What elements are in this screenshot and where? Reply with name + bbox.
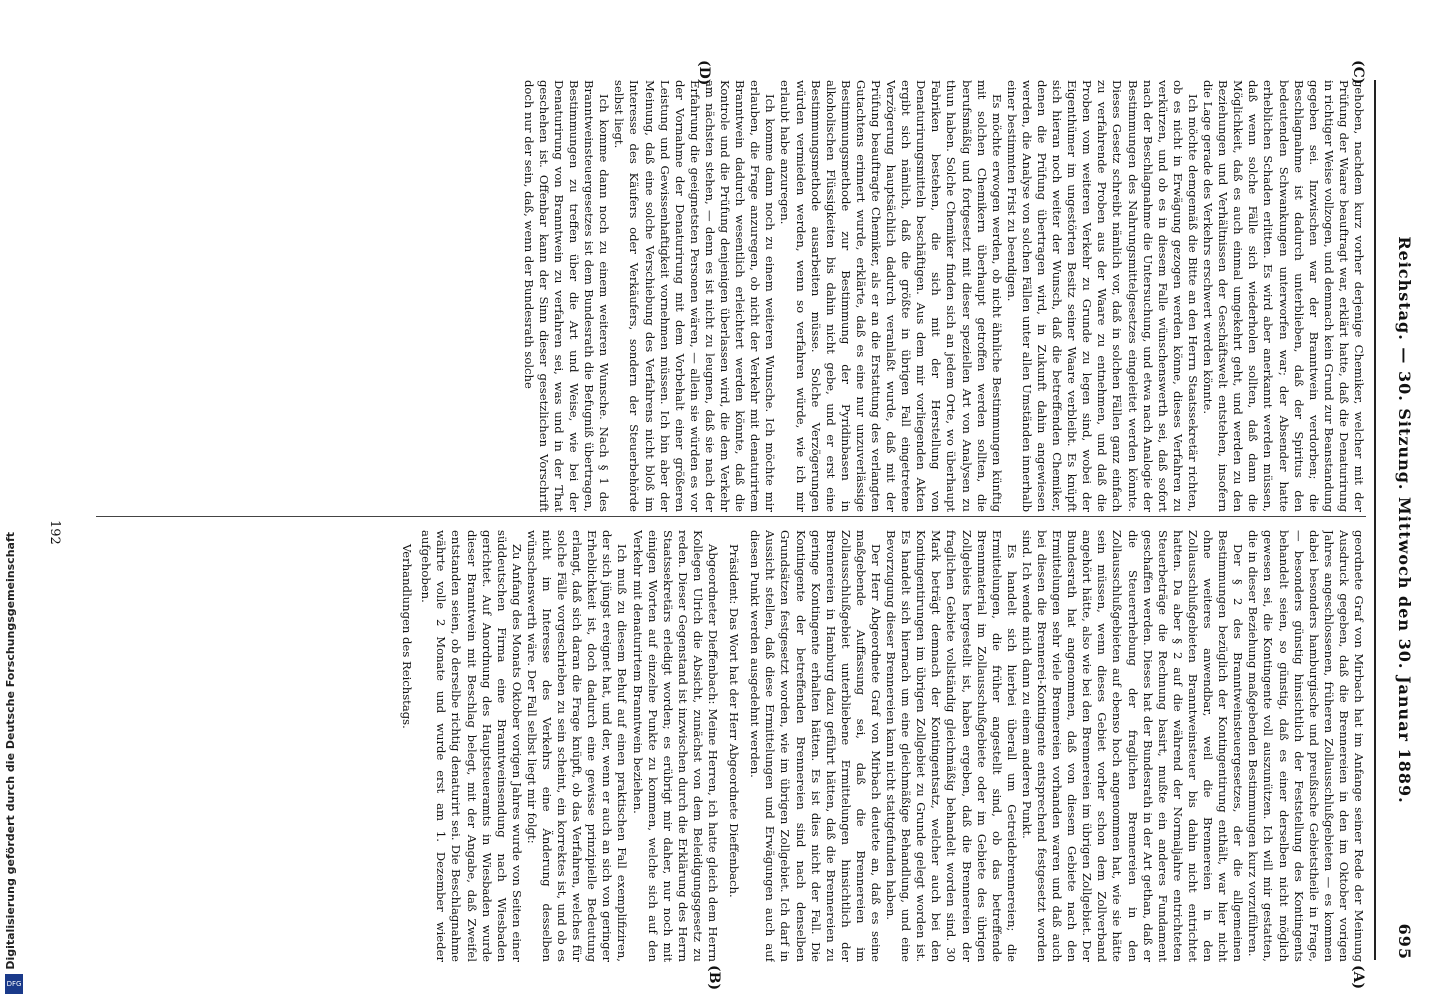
margin-marker-d: (D) <box>696 60 712 86</box>
column-separator <box>96 516 1366 517</box>
paragraph: Ich muß zu diesem Behuf auf einen praktischen Fall exemplifiziren, der sich jüngst ereignet hat, und der, wenn er auch an sich von geringer Erheblichkeit ist, doch dadurch eine gewisse prinzipielle Bedeutung erlangt, daß sich daran die Frage knüpft, ob das Verfahren, welches für solche Fälle vorgeschrieben zu sein scheint, ein korrektes ist, und ob es nicht im Interesse des Verkehrs eine Änderung desselben wünschenswerth wäre. Der Fall selbst liegt mir folgt: <box>524 530 630 962</box>
paragraph: Der § 2 des Branntweinsteuergesetzes, der die allgemeinen Bestimmungen bezüglich der Kontingentirung enthält, war hier nicht ohne weiteres anwendbar, weil die Brennereien in den Zollausschlußgebieten Branntweinsteuer bis dahin nicht entrichtet hatten. Da aber § 2 auf die während der Normaljahre entrichteten Steuerbeträge die Rechnung basirt, mußte ein anderes Fundament geschaffen werden. Dieses hat der Bundesrath in der Art gethan, daß er die Steuererhebung der fraglichen Brennereien in den Zollausschlußgebieten auf ebenso hoch angenommen hat, wie sie hätte sein müssen, wenn dieses Gebiet vorher schon dem Zollverband angehört hätte, also wie bei den Brennereien im übrigen Zollgebiet. Der Bundesrath hat angenommen, daß von diesem Gebiete nach den Ermittelungen sehr viele Brennereien vorhanden waren und daß auch bei diesen die Brennerei-Kontingente entsprechend festgesetzt worden sind. Ich wende mich dann zu einem anderen Punkt. <box>1019 530 1246 962</box>
running-title: Reichstag. — 30. Sitzung. Mittwoch den 30. Januar 1889. <box>1395 236 1414 804</box>
dfg-logo-icon: DFG <box>5 974 23 994</box>
right-text-column <box>96 80 1366 512</box>
page-header <box>1384 80 1414 960</box>
speaker-paragraph: Präsident: Das Wort hat der Herr Abgeordnete Dieffenbach. <box>727 544 742 898</box>
paragraph: Es möchte erwogen werden, ob nicht ähnliche Bestimmungen künftig mit solchen Chemikern überhaupt getroffen werden sollten, die berufsmäßig und fortgesetzt mit dieser speziellen Art von Analysen zu thun haben. Solche Chemiker finden sich an jedem Orte, wo überhaupt Fabriken bestehen, die sich mit der Herstellung von Denaturirungsmitteln beschäftigen. Aus dem mir vorliegenden Akten ergibt sich nämlich, daß die größte in übrigen Fall eingetretene Verzögerung hauptsächlich dadurch veranlaßt wurde, daß mit der Prüfung beauftragte Chemiker, als er an die Erstattung des verlangten Gutachtens erinnert wurde, erklärte, daß es eine nur unzuverlässige Bestimmungsmethode zur Bestimmung der Pyridinbasen in alkoholischen Flüssigkeiten bis dahin nicht gebe, und er erst eine Bestimmungsmethode ausarbeiten müsse. Solche Verzögerungen würden vermieden werden, wenn so verfahren würde, wie ich mir erlaubt habe anzuregen. <box>778 80 1004 512</box>
digitization-sidebar <box>0 0 28 1000</box>
margin-marker-b: (B) <box>706 965 722 991</box>
paragraph: geordnete Graf von Mirbach hat im Anfange seiner Rede der Meinung Ausdruck gegeben, daß die Brennereien in den im Oktober vorigen Jahres angeschlossenen, früheren Zollausschlußgebieten — es kommen dabei besonders hamburgische und preußische Gebietstheile in Frage, — besonders günstig hinsichtlich der Feststellung des Kontingents behandelt seien, so günstig, daß es einer derselben nicht möglich gewesen sei, die Kontingente voll auszunützen. Ich will mir gestatten, die in dieser Beziehung maßgebenden Bestimmungen kurz vorzuführen. <box>1246 530 1366 962</box>
header-rule <box>1374 80 1376 960</box>
paragraph: Ich komme dann noch zu einem weiteren Wunsche. Ich möchte mir erlauben, die Frage anzuregen, ob nicht der Verkehr mit denaturirtem Branntwein dadurch wesentlich erleichtert werden könnte, daß die Kontrole und die Prüfung denjenigen überlassen wird, die dem Verkehr am nächsten stehen, — denn es ist nicht zu leugnen, daß sie nach der Erfahrung die geeignetsten Personen wären, — allein sie würden es vor der Vornahme der Denaturirung mit dem Vorbehalt einer größeren Leistung und Gewissenhaftigkeit vornehmen müssen. Ich bin aber der Meinung, daß eine solche Verschiebung des Verfahrens nicht bloß im Interesse des Käufers oder Verkäufers, sondern der Steuerbehörde selbst liegt. <box>612 80 778 512</box>
paragraph: Es handelt sich hierbei überall um Getreidebrennereien; die Ermittelungen, die früher angestellt sind, ob das betreffende Brennmaterial im Zollausschußgebiete oder im Gebiete des übrigen Zollgebiets hergestellt ist, haben ergeben, daß die Brennereien der fraglichen Gebiete vollständig gleichmäßig behandelt worden sind. 30 Mark beträgt demnach der Kontingentsatz, welcher auch bei den Kontingentirungen im übrigen Zollgebiet zu Grunde gelegt worden ist. Es handelt sich hiernach um eine gleichmäßige Behandlung, und eine Bevorzugung dieser Brennereien kann nicht stattgefunden haben. <box>884 530 1019 962</box>
speaker-paragraph: Abgeordneter Dieffenbach: Meine Herren, ich hatte gleich dem Herrn Kollegen Ulrich die Absicht, zunächst von dem Beleidigungsgesetz zu reden. Dieser Gegenstand ist inzwischen durch die Erklärung des Herrn Staatssekretärs erledigt worden; es erübrigt mir daher, nur noch mit einigen Worten auf einzelne Punkte zu kommen, welche sich auf den Verkehr mit denaturirtem Branntwein beziehen. <box>630 530 721 962</box>
page-number: 695 <box>1395 923 1414 960</box>
paragraph: gehoben, nachdem kurz vorher derjenige Chemiker, welcher mit der Prüfung der Waare beauftragt war, erklärt hatte, daß die Denaturirung in richtiger Weise vollzogen, und demnach kein Grund zur Beanstandung gegeben sei. Inzwischen war der Branntwein verdorben; die Beschlagnahme ist dadurch unterblieben, daß der Spiritus den bedeutenden Schwankungen unterworfen war; der Absender hatte erheblichen Schaden erlitten. Es wird aber anerkannt werden müssen, daß wenn solche Fälle sich wiederholen sollten, daß dann die Möglichkeit, daß es auch einmal umgekehrt geht, und werden zu den Beziehungen und Verhältnissen der Geschäftswelt entstehen, insofern die Lage gerade des Verkehrs erschwert werden könnte. <box>1201 80 1366 512</box>
paragraph: Ich möchte demgemäß die Bitte an den Herrn Staatssekretär richten, ob es nicht in Erwägung gezogen werden könne, dieses Verfahren zu verkürzen, und ob es in diesem Falle wünschenswerth sei, daß sofort nach der Beschlagnahme die Untersuchung, und etwa nach Analogie der Bestimmungen des Nahrungsmittelgesetzes eingeleitet werden könnte. Dieses Gesetz schreibt nämlich vor, daß in solchen Fällen ganz einfach zu verfahrende Proben aus der Waare zu entnehmen, und daß die Proben vom weiteren Verkehr zu Grunde zu legen sind, wobei der Eigenthümer im ungestörten Besitz seiner Waare verbleibt. Es knüpft sich hieran noch weiter der Wunsch, daß die betreffenden Chemiker, denen die Prüfung übertragen wird, in Zukunft dahin angewiesen werden, die Analyse von solchen Fällen unter allen Umständen innerhalb einer bestimmten Frist zu beendigen. <box>1004 80 1200 512</box>
margin-marker-a: (A) <box>1350 965 1366 990</box>
sidebar-credit: Digitalisierung gefördert durch die Deutsche Forschungsgemeinschaft <box>4 532 17 970</box>
footer-note: Verhandlungen des Reichstags. <box>400 544 415 729</box>
paragraph: Zu Anfang des Monats Oktober vorigen Jahres wurde von Seiten einer süddeutschen Firma eine Branntweinsendung nach Wiesbaden gerichtet. Auf Anordnung des Hauptsteueramts in Wiesbaden wurde dieser Branntwein mit Beschlag belegt, mit der Angabe, daß Zweifel entstanden seien, ob derselbe richtig denaturirt sei. Die Beschlagnahme währte volle 2 Monate und wurde erst am 1. Dezember wieder aufgehoben. <box>419 530 524 962</box>
paragraph: Ich komme dann noch zu einem weiteren Wunsche. Nach § 1 des Branntweinsteuergesetzes ist dem Bundesrath die Befugniß übertragen, Bestimmungen zu treffen über die Art und Weise, wie bei der Denaturirung von Branntwein zu verfahren sei, was und in der That geschehen ist. Offenbar kann der Sinn dieser gesetzlichen Vorschrift doch nur der sein, daß, wenn der Bundesrath solche <box>521 80 612 512</box>
footer-page-number: 192 <box>47 520 62 545</box>
margin-marker-c: (C) <box>1350 60 1366 85</box>
paragraph: Der Herr Abgeordnete Graf von Mirbach deutete an, daß es seine maßgebende Auffassung sei, daß die Brennereien im Zollausschlußgebiet unterbliebene Ermittelungen hinsichtlich der Brennereien in Hamburg dazu geführt hätten, daß die Brennereien zu geringe Kontingente erhalten hätten. Es ist dies nicht der Fall. Die Kontingente der betreffenden Brennereien sind nach denselben Grundsätzen festgesetzt worden, wie im übrigen Zollgebiet. Ich darf in Aussicht stellen, daß diese Ermittelungen und Erwägungen auch auf diesen Punkt werden ausgedehnt werden. <box>748 530 883 962</box>
left-text-column <box>96 530 1366 962</box>
